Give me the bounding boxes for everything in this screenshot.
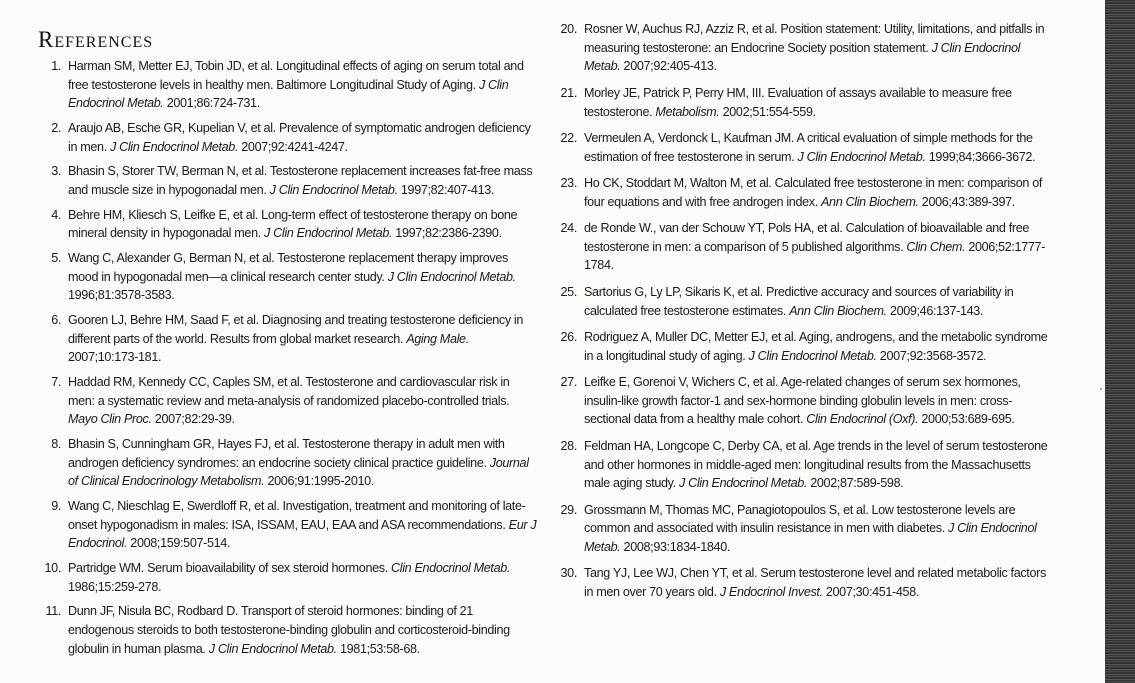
reference-text: [68, 162, 537, 199]
journal-name: Metabolism.: [655, 104, 720, 119]
reference-volume: 2000;53:689-695.: [918, 412, 1015, 427]
reference-volume: 2009;46:137-143.: [886, 303, 984, 318]
reference-text: [68, 311, 537, 367]
reference-volume: 2008;93:1834-1840.: [620, 540, 731, 555]
journal-name: Mayo Clin Proc.: [68, 412, 152, 427]
reference-item: [42, 311, 537, 367]
reference-volume: 2007;92:4241-4247.: [238, 139, 348, 154]
reference-text: [68, 602, 537, 658]
reference-citation: Morley JE, Patrick P, Perry HM, III. Evaluation of assays available to measure free testosterone.: [584, 85, 1012, 119]
reference-item: [555, 283, 1050, 320]
reference-text: [68, 119, 537, 156]
reference-volume: 2002;87:589-598.: [807, 476, 904, 491]
reference-text: [68, 559, 537, 596]
reference-text: [68, 57, 537, 113]
journal-name: J Clin Endocrinol Metab.: [584, 40, 1021, 74]
reference-volume: 1996;81:3578-3583.: [68, 288, 175, 303]
reference-item: [42, 435, 537, 491]
journal-name: J Clin Endocrinol Metab.: [208, 641, 337, 656]
reference-citation: Bhasin S, Cunningham GR, Hayes FJ, et al. Testosterone therapy in adult men with androgen deficiency syndromes: an endocrine society clinical practice guideline.: [68, 436, 505, 470]
reference-citation: Leifke E, Gorenoi V, Wichers C, et al. Age-related changes of serum sex hormones, insulin-like growth factor-1 and sex-hormone binding globulin levels in men: cross-sectional data from a healthy male cohort.: [584, 375, 1021, 427]
reference-number: 20.: [560, 22, 577, 36]
reference-number: 30.: [560, 566, 577, 581]
reference-item: [42, 373, 537, 429]
reference-text: [584, 20, 1050, 76]
reference-volume: 1997;82:407-413.: [397, 183, 495, 197]
journal-name: J Clin Endocrinol Metab.: [387, 269, 516, 284]
reference-text: [584, 219, 1050, 275]
reference-number: 7.: [51, 374, 61, 389]
journal-name: Aging Male.: [406, 331, 469, 346]
reference-item: [42, 206, 537, 243]
reference-citation: Harman SM, Metter EJ, Tobin JD, et al. Longitudinal effects of aging on serum total and free testosterone levels in healthy men. Baltimore Longitudinal Study of Aging.: [68, 59, 524, 92]
scanned-page-edge: [1105, 0, 1135, 683]
reference-text: [68, 249, 537, 305]
reference-item: [42, 559, 537, 596]
reference-number: 11.: [45, 604, 61, 619]
journal-name: J Clin Endocrinol Metab.: [797, 149, 926, 164]
reference-volume: 2002;51:554-559.: [719, 104, 816, 119]
reference-item: [555, 20, 1050, 76]
reference-number: 6.: [51, 312, 61, 327]
reference-number: 26.: [560, 329, 577, 344]
reference-number: 28.: [560, 438, 577, 453]
reference-number: 27.: [560, 375, 577, 390]
reference-number: 8.: [51, 436, 61, 451]
reference-citation: Wang C, Alexander G, Berman N, et al. Testosterone replacement therapy improves mood in hypogonadal men—a clinical research center study.: [68, 250, 508, 284]
reference-volume: 2006;91:1995-2010.: [264, 474, 374, 489]
reference-text: [584, 501, 1050, 557]
reference-item: [555, 129, 1050, 166]
reference-number: 23.: [560, 175, 577, 190]
reference-text: [68, 435, 537, 491]
journal-name: Ann Clin Biochem.: [821, 194, 919, 209]
reference-citation: Ho CK, Stoddart M, Walton M, et al. Calculated free testosterone in men: comparison of four equations and with free androgen index.: [584, 175, 1043, 209]
journal-name: Journal of Clinical Endocrinology Metabolism.: [68, 455, 529, 489]
journal-name: J Clin Endocrinol Metab.: [678, 476, 808, 491]
journal-name: J Clin Endocrinol Metab.: [584, 521, 1037, 555]
reference-citation: de Ronde W., van der Schouw YT, Pols HA, et al. Calculation of bioavailable and free testosterone in men: a comparison of 5 published algorithms.: [584, 221, 1030, 254]
journal-name: Ann Clin Biochem.: [789, 303, 887, 318]
reference-citation: Dunn JF, Nisula BC, Rodbard D. Transport of steroid hormones: binding of 21 endogenous steroids to both testosterone-binding globulin and corticosteroid-binding globulin in human plasma.: [68, 604, 510, 656]
reference-volume: 1999;84:3666-3672.: [925, 149, 1036, 164]
reference-item: [555, 174, 1050, 211]
reference-citation: Gooren LJ, Behre HM, Saad F, et al. Diagnosing and treating testosterone deficiency in different parts of the world. Results from global market research.: [68, 312, 524, 346]
reference-number: 25.: [560, 284, 577, 299]
reference-citation: Sartorius G, Ly LP, Sikaris K, et al. Predictive accuracy and sources of variability in calculated free testosterone estimates.: [584, 284, 1014, 318]
reference-item: [555, 84, 1050, 121]
journal-name: J Clin Endocrinol Metab.: [110, 139, 239, 154]
reference-number: 1.: [51, 59, 61, 73]
reference-volume: 2007;92:3568-3572.: [876, 348, 987, 363]
reference-number: 10.: [44, 560, 61, 575]
reference-item: [42, 602, 537, 658]
reference-number: 21.: [560, 85, 577, 100]
reference-citation: Rodriguez A, Muller DC, Metter EJ, et al. Aging, androgens, and the metabolic syndrome in a longitudinal study of aging.: [584, 329, 1048, 363]
journal-name: J Clin Endocrinol Metab.: [264, 226, 393, 241]
reference-citation: Bhasin S, Storer TW, Berman N, et al. Testosterone replacement increases fat-free mass and muscle size in hypogonadal men.: [68, 164, 533, 197]
reference-item: [42, 57, 537, 113]
reference-item: [42, 249, 537, 305]
reference-text: [584, 373, 1050, 429]
reference-volume: 2007;92:405-413.: [620, 59, 717, 74]
journal-name: Clin Chem.: [906, 239, 966, 254]
reference-item: [555, 501, 1050, 557]
reference-text: [584, 129, 1050, 166]
reference-volume: 1997;82:2386-2390.: [392, 226, 502, 241]
journal-name: J Clin Endocrinol Metab.: [68, 77, 509, 111]
journal-name: J Clin Endocrinol Metab.: [748, 348, 877, 363]
reference-text: [584, 283, 1050, 320]
reference-number: 5.: [51, 250, 61, 265]
reference-number: 24.: [560, 221, 577, 236]
reference-item: [42, 119, 537, 156]
reference-text: [68, 497, 537, 553]
reference-volume: 2001;86:724-731.: [163, 96, 260, 111]
reference-text: [584, 437, 1050, 493]
reference-number: 9.: [51, 498, 61, 513]
reference-volume: 2008;159:507-514.: [127, 536, 231, 551]
reference-item: [555, 564, 1050, 601]
reference-number: 22.: [560, 130, 577, 145]
journal-name: Eur J Endocrinol.: [68, 517, 537, 551]
reference-citation: Rosner W, Auchus RJ, Azziz R, et al. Position statement: Utility, limitations, and pitfalls in measuring testosterone: an Endocrine Society position statement.: [584, 22, 1045, 55]
scan-speck: [1100, 388, 1102, 390]
reference-citation: Partridge WM. Serum bioavailability of sex steroid hormones.: [68, 560, 392, 575]
reference-volume: 2007;10:173-181.: [68, 350, 162, 365]
reference-item: [42, 162, 537, 199]
reference-citation: Wang C, Nieschlag E, Swerdloff R, et al. Investigation, treatment and monitoring of late-onset hypogonadism in males: ISA, ISSAM, EAU, EAA and ASA recommendations.: [68, 498, 526, 532]
reference-item: [555, 373, 1050, 429]
reference-citation: Vermeulen A, Verdonck L, Kaufman JM. A critical evaluation of simple methods for the estimation of free testosterone in serum.: [584, 130, 1033, 164]
right-reference-column: [555, 20, 1050, 610]
reference-volume: 2007;30:451-458.: [822, 585, 920, 600]
reference-text: [584, 84, 1050, 121]
journal-name: J Clin Endocrinol Metab.: [269, 183, 398, 197]
reference-item: [555, 437, 1050, 493]
reference-citation: Behre HM, Kliesch S, Leifke E, et al. Long-term effect of testosterone therapy on bone mineral density in hypogonadal men.: [68, 207, 518, 241]
journal-name: Clin Endocrinol Metab.: [391, 560, 511, 575]
reference-number: 3.: [51, 164, 61, 179]
reference-text: [68, 206, 537, 243]
reference-number: 4.: [51, 207, 61, 222]
reference-citation: Tang YJ, Lee WJ, Chen YT, et al. Serum testosterone level and related metabolic factors in men over 70 years old.: [584, 566, 1046, 600]
journal-name: Clin Endocrinol (Oxf).: [806, 412, 919, 427]
reference-item: [555, 328, 1050, 365]
reference-citation: Grossmann M, Thomas MC, Panagiotopoulos S, et al. Low testosterone levels are common and associated with insulin resistance in men with diabetes.: [584, 502, 1016, 536]
reference-volume: 2006;52:1777-1784.: [584, 239, 1046, 273]
reference-item: [555, 219, 1050, 275]
reference-text: [584, 174, 1050, 211]
reference-citation: Feldman HA, Longcope C, Derby CA, et al. Age trends in the level of serum testosterone and other hormones in middle-aged men: longitudinal results from the Massachusetts male aging study.: [584, 438, 1048, 491]
section-heading: References: [38, 27, 154, 52]
reference-number: 2.: [51, 121, 61, 135]
journal-name: J Endocrinol Invest.: [719, 585, 823, 600]
reference-citation: Haddad RM, Kennedy CC, Caples SM, et al. Testosterone and cardiovascular risk in men: a systematic review and meta-analysis of randomized placebo-controlled trials.: [68, 374, 510, 408]
reference-volume: 1986;15:259-278.: [68, 579, 162, 594]
reference-volume: 2006;43:389-397.: [918, 194, 1015, 209]
reference-text: [584, 564, 1050, 601]
reference-volume: 2007;82:29-39.: [151, 412, 235, 427]
reference-number: 29.: [560, 502, 577, 517]
reference-citation: Araujo AB, Esche GR, Kupelian V, et al. Prevalence of symptomatic androgen deficiency in men.: [68, 121, 531, 154]
reference-volume: 1981;53:58-68.: [336, 641, 420, 656]
reference-text: [584, 328, 1050, 365]
reference-item: [42, 497, 537, 553]
reference-text: [68, 373, 537, 429]
left-reference-column: [42, 57, 537, 664]
